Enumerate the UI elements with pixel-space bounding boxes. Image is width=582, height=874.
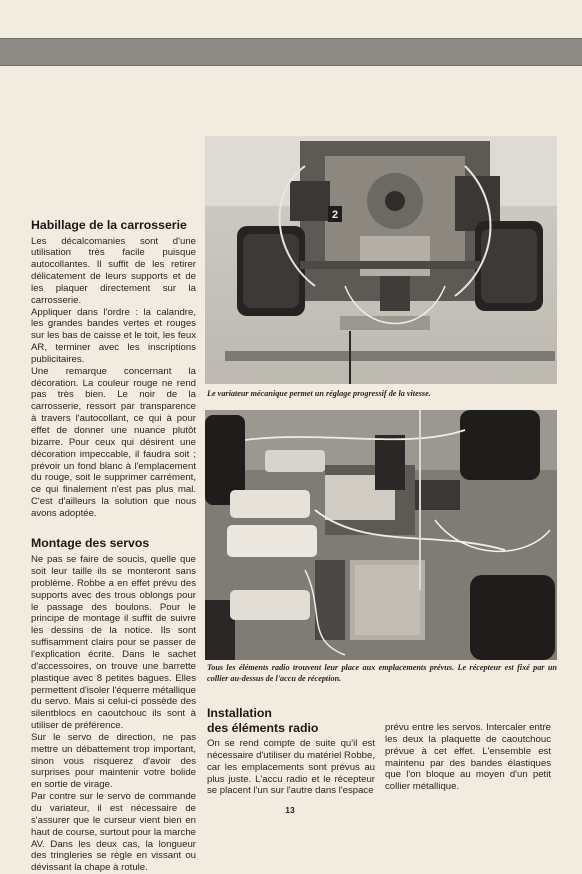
paragraph: On se rend compte de suite qu'il est nécessaire d'utiliser du matériel Robbe, car les emplacements sont prévus au plus juste. L'accu radio et le récepteur se placent l'un sur l'autre dans l'espace <box>207 738 375 797</box>
caption-photo1: Le variateur mécanique permet un réglage progressif de la vitesse. <box>207 389 431 398</box>
paragraph: prévu entre les servos. Intercaler entre les deux la plaquette de caoutchouc prévue à cet effet. L'ensemble est maintenu par des bandes élastiques que l'on bloque au moyen d'un petit collier métallique. <box>385 722 551 793</box>
paragraph: Une remarque concernant la décoration. La couleur rouge ne rend pas très bien. Le noir de la carrosserie, ressort par transparence à travers l'autocollant, ce qui à pour effet de donner une nuance plutôt bizarre. Pour ceux qui désirent une décoration impeccable, il faudra soit ; prévoir un fond blanc à l'emplacement du rouge, soit le supprimer carrément, ce qui finalement n'est pas plus mal. C'est d'ailleurs la solution que nous avons adoptée. <box>31 365 196 519</box>
paragraph: Appliquer dans l'ordre : la calandre, les grandes bandes vertes et rouges sur les bas de caisse et le toit, les feux AR, terminer avec les inscriptions publicitaires. <box>31 306 196 365</box>
paragraph: Les décalcomanies sont d'une utilisation très facile puisque autocollantes. Il suffit de les retirer délicatement de leurs supports et de les plaquer directement sur la carrosserie. <box>31 235 196 306</box>
caption-photo2: Tous les éléments radio trouvent leur place aux emplacements prévus. Le récepteur est fixé par un collier au-dessus de l'accu de réception. <box>207 663 557 683</box>
heading-installation-line1: Installation <box>207 706 272 720</box>
photo-label: 2 <box>331 209 339 221</box>
page-number: 13 <box>285 805 295 815</box>
photo-variateur <box>205 136 557 384</box>
middle-column <box>207 706 375 797</box>
heading-installation <box>207 706 375 735</box>
paragraph: Ne pas se faire de soucis, quelle que soit leur taille ils se monteront sans problème. Robbe a en effet prévu des supports avec des trous oblongs pour le passage des boulons. Pour le principe de montage il suffit de suivre les dessins de la notice. Ils sont suffisamment clairs pour se passer de l'explication écrite. Dans le sachet d'accessoires, on trouve une barrette plastique avec 8 petites bagues. Elles permettent d'isoler l'équerre métallique du servo. Mais si celui-ci possède des silentblocs en caoutchouc ils sont à utiliser de préférence. <box>31 554 196 732</box>
left-column <box>31 218 196 874</box>
photo-elements-radio <box>205 410 557 660</box>
header-band <box>0 38 582 66</box>
photo-elements-radio-illustration <box>205 410 557 660</box>
paragraph: Par contre sur le servo de commande du variateur, il est nécessaire de s'assurer que le curseur vient bien en haut de course, surtout pour la marche AV. Dans les deux cas, la longueur des tringleries se règle en vissant ou dévissant la chape à rotule. <box>31 791 196 874</box>
photo-variateur-illustration <box>205 136 557 384</box>
right-column <box>385 722 551 793</box>
heading-installation-line2: des éléments radio <box>207 720 319 735</box>
heading-habillage: Habillage de la carrosserie <box>31 218 187 232</box>
paragraph: Sur le servo de direction, ne pas mettre un débattement trop important, sinon vous risquerez d'avoir des surprises pour maintenir votre bolide en sortie de virage. <box>31 731 196 791</box>
heading-montage: Montage des servos <box>31 535 150 550</box>
